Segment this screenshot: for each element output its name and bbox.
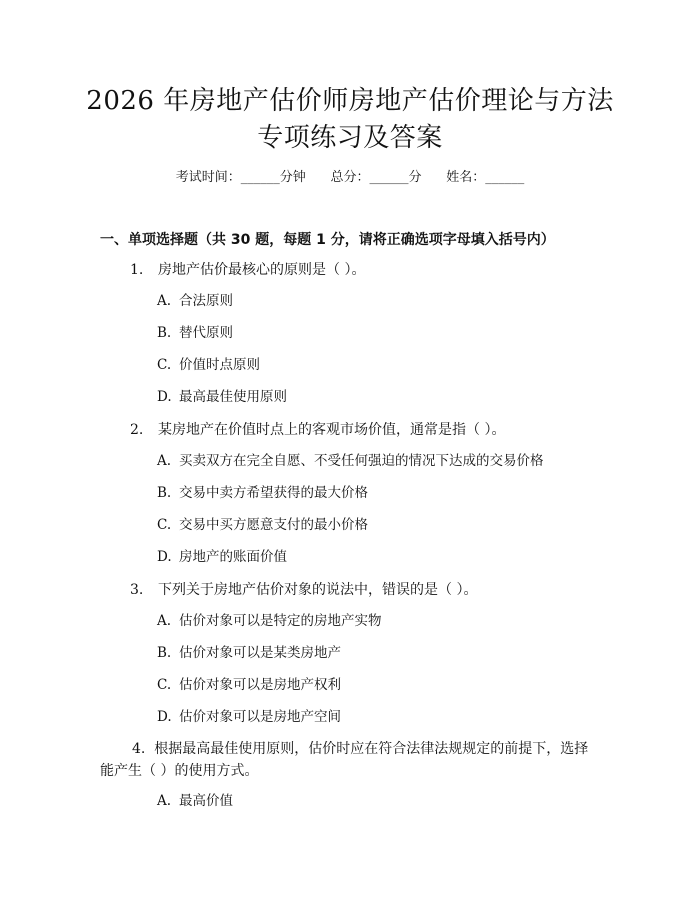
option-1a (157, 291, 233, 311)
option-label: A. (157, 613, 172, 629)
question-3 (130, 579, 600, 601)
option-text: 价值时点原则 (179, 357, 260, 373)
option-label: B. (157, 325, 172, 341)
option-text: 替代原则 (179, 325, 233, 341)
option-text: 交易中卖方希望获得的最大价格 (179, 485, 368, 501)
question-2 (130, 419, 600, 441)
option-label: C. (157, 357, 172, 373)
option-3b (157, 643, 341, 663)
option-label: D. (157, 389, 172, 405)
question-text: 下列关于房地产估价对象的说法中，错误的是（ ）。 (158, 582, 478, 598)
question-text: 根据最高最佳使用原则，估价时应在符合法律法规规定的前提下，选择能产生（ ）的使用方式。 (100, 741, 589, 779)
option-4a (157, 791, 233, 811)
option-label: C. (157, 677, 172, 693)
option-label: B. (157, 485, 172, 501)
document-title-line-1: 2026 年房地产估价师房地产估价理论与方法 (86, 86, 614, 116)
option-text: 交易中买方愿意支付的最小价格 (179, 517, 368, 533)
option-1d (157, 387, 287, 407)
option-text: 估价对象可以是房地产权利 (179, 677, 341, 693)
document-title-line-2: 专项练习及答案 (257, 123, 443, 153)
section-heading: 一、单项选择题（共 30 题，每题 1 分，请将正确选项字母填入括号内） (100, 232, 555, 248)
option-2d (157, 547, 287, 567)
option-text: 合法原则 (179, 293, 233, 309)
option-label: A. (157, 293, 172, 309)
option-text: 最高价值 (179, 793, 233, 809)
exam-info-line: 考试时间：______分钟 总分：______分 姓名：______ (175, 170, 525, 185)
option-text: 房地产的账面价值 (179, 549, 287, 565)
question-number: 2. (130, 422, 144, 438)
option-label: D. (157, 709, 172, 725)
option-1c (157, 355, 260, 375)
option-3c (157, 675, 341, 695)
option-3d (157, 707, 341, 727)
option-text: 最高最佳使用原则 (179, 389, 287, 405)
question-4 (100, 738, 600, 782)
question-text: 某房地产在价值时点上的客观市场价值，通常是指（ ）。 (158, 422, 506, 438)
question-number: 1. (130, 262, 144, 278)
option-text: 估价对象可以是房地产空间 (179, 709, 341, 725)
question-1 (130, 259, 600, 281)
option-1b (157, 323, 233, 343)
option-text: 买卖双方在完全自愿、不受任何强迫的情况下达成的交易价格 (179, 453, 544, 469)
option-label: B. (157, 645, 172, 661)
option-label: A. (157, 793, 172, 809)
question-text: 房地产估价最核心的原则是（ ）。 (158, 262, 366, 278)
option-2a (157, 451, 544, 471)
question-number: 3. (130, 582, 144, 598)
option-text: 估价对象可以是某类房地产 (179, 645, 341, 661)
option-2b (157, 483, 368, 503)
option-2c (157, 515, 368, 535)
option-label: C. (157, 517, 172, 533)
question-number: 4. (132, 741, 146, 757)
option-3a (157, 611, 382, 631)
option-label: D. (157, 549, 172, 565)
option-text: 估价对象可以是特定的房地产实物 (179, 613, 382, 629)
option-label: A. (157, 453, 172, 469)
